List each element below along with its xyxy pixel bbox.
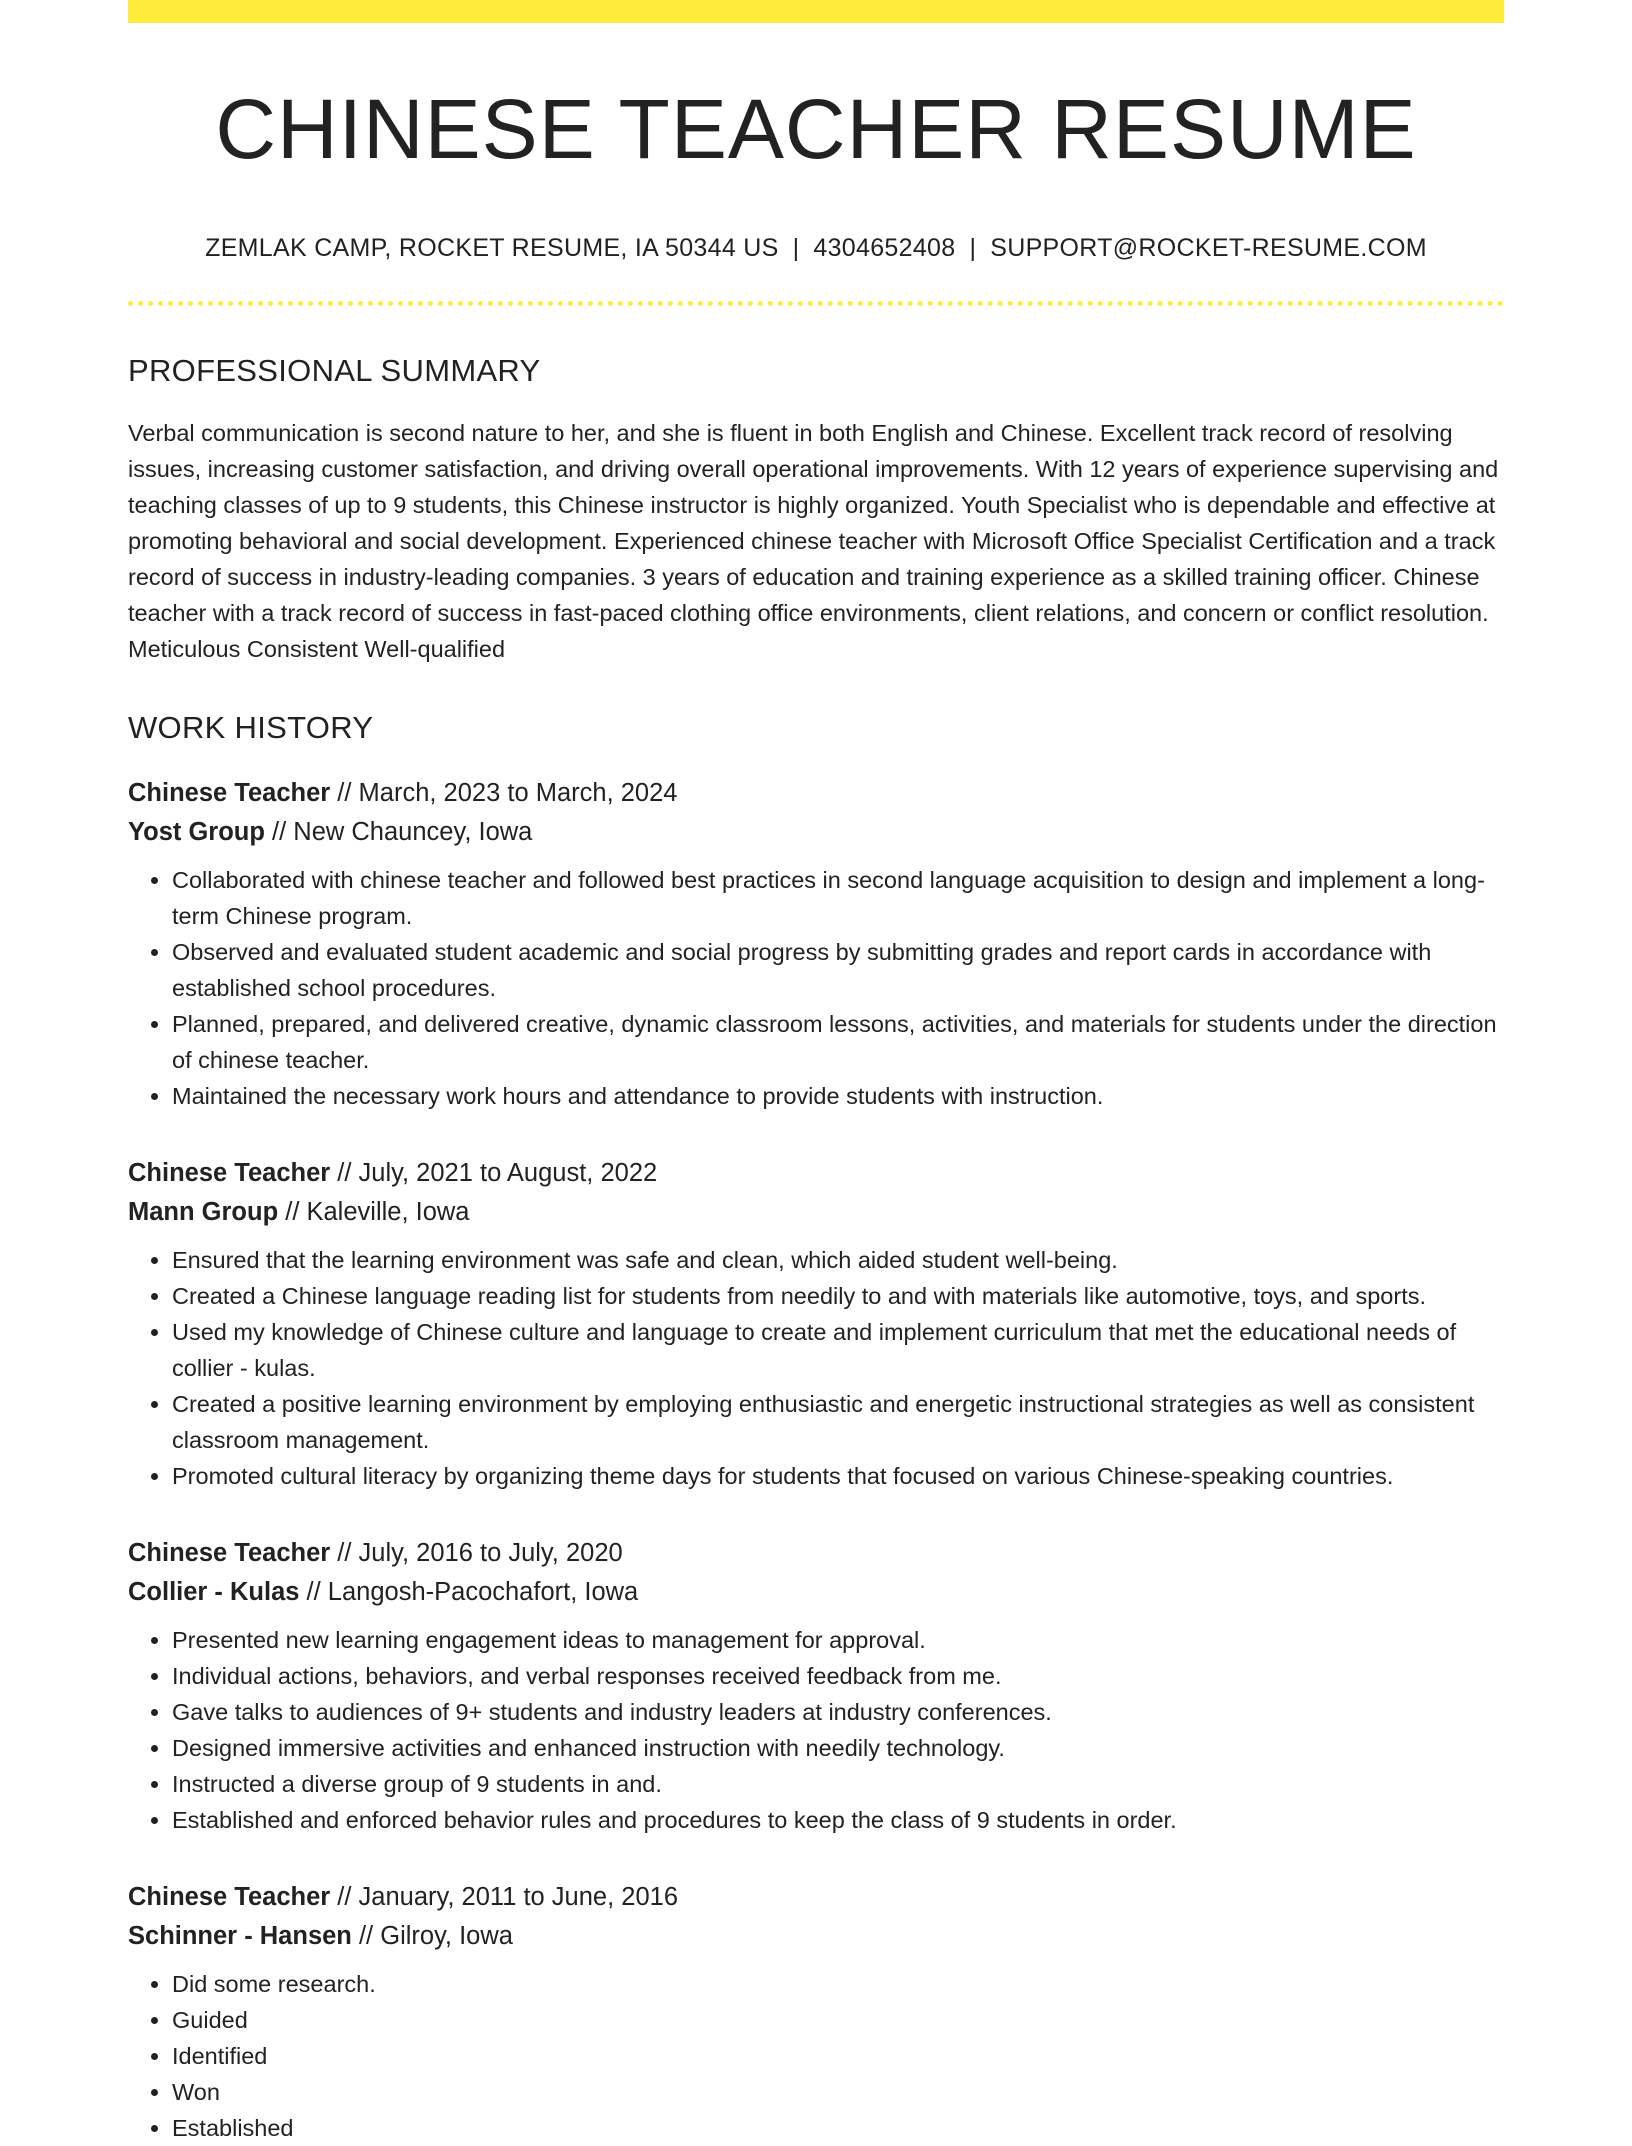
contact-line: [128, 233, 1504, 263]
job-role-line: [128, 1878, 1504, 1917]
job-company-line: [128, 1573, 1504, 1612]
job-company: Collier - Kulas: [128, 1578, 300, 1607]
job-company: Mann Group: [128, 1198, 279, 1227]
duty-item: • Designed immersive activities and enhanced instruction with needily technology.: [172, 1730, 1504, 1766]
job-company: Schinner - Hansen: [128, 1922, 352, 1951]
duty-item: • Instructed a diverse group of 9 students in and.: [172, 1766, 1504, 1802]
duty-item: • Created a Chinese language reading list for students from needily to and with materials like automotive, toys, and sports.: [172, 1278, 1504, 1314]
job-dates: // January, 2011 to June, 2016: [330, 1883, 679, 1912]
contact-separator: |: [792, 234, 800, 263]
job-location: // New Chauncey, Iowa: [264, 818, 533, 847]
duty-item: • Created a positive learning environment by employing enthusiastic and energetic instructional strategies as well as consistent classroom management.: [172, 1386, 1504, 1458]
duty-item: • Identified: [172, 2038, 1504, 2074]
duty-item: • Presented new learning engagement ideas to management for approval.: [172, 1622, 1504, 1658]
job-role-line: [128, 1154, 1504, 1193]
job-role-line: [128, 1534, 1504, 1573]
duty-list: [128, 1242, 1504, 1494]
job-location: // Langosh-Pacochafort, Iowa: [299, 1578, 639, 1607]
work-history-heading: WORK HISTORY: [128, 710, 374, 746]
summary-text: Verbal communication is second nature to her, and she is fluent in both English and Chinese. Excellent track record of resolving issues, increasing customer satisfaction, and driving overall operational improvements. With 12 years of experience supervising and teaching classes of up to 9 students, this Chinese instructor is highly organized. Youth Specialist who is dependable and effective at promoting behavioral and social development. Experienced chinese teacher with Microsoft Office Specialist Certification and a track record of success in industry-leading companies. 3 years of education and training experience as a skilled training officer. Chinese teacher with a track record of success in fast-paced clothing office environments, client relations, and concern or conflict resolution. Meticulous Consistent Well-qualified: [128, 420, 1499, 663]
job-company-line: [128, 813, 1504, 852]
job-company-line: [128, 1917, 1504, 1956]
job-role: Chinese Teacher: [128, 1539, 331, 1568]
duty-item: • Planned, prepared, and delivered creative, dynamic classroom lessons, activities, and materials for students under the direction of chinese teacher.: [172, 1006, 1504, 1078]
duty-list: [128, 1622, 1504, 1838]
job-location: // Kaleville, Iowa: [278, 1198, 470, 1227]
contact-address: ZEMLAK CAMP, ROCKET RESUME, IA 50344 US: [205, 234, 779, 263]
duty-item: • Guided: [172, 2002, 1504, 2038]
job-location: // Gilroy, Iowa: [351, 1922, 513, 1951]
contact-separator: |: [969, 234, 977, 263]
job-dates: // July, 2021 to August, 2022: [330, 1159, 658, 1188]
job-entry: [128, 774, 1504, 1114]
dotted-divider: [128, 301, 1504, 306]
duty-item: • Maintained the necessary work hours and attendance to provide students with instruction.: [172, 1078, 1504, 1114]
contact-email: SUPPORT@ROCKET-RESUME.COM: [990, 234, 1427, 263]
duty-item: • Ensured that the learning environment was safe and clean, which aided student well-being.: [172, 1242, 1504, 1278]
job-role: Chinese Teacher: [128, 1883, 331, 1912]
top-accent-bar: [128, 0, 1504, 23]
duty-item: • Gave talks to audiences of 9+ students and industry leaders at industry conferences.: [172, 1694, 1504, 1730]
job-role: Chinese Teacher: [128, 779, 331, 808]
contact-phone: 4304652408: [813, 234, 956, 263]
job-entry: [128, 1878, 1504, 2146]
duty-item: • Used my knowledge of Chinese culture and language to create and implement curriculum that met the educational needs of collier - kulas.: [172, 1314, 1504, 1386]
duty-item: • Promoted cultural literacy by organizing theme days for students that focused on various Chinese-speaking countries.: [172, 1458, 1504, 1494]
duty-list: [128, 1966, 1504, 2146]
duty-item: • Observed and evaluated student academic and social progress by submitting grades and report cards in accordance with established school procedures.: [172, 934, 1504, 1006]
job-entry: [128, 1154, 1504, 1494]
job-entry: [128, 1534, 1504, 1838]
duty-item: • Collaborated with chinese teacher and followed best practices in second language acquisition to design and implement a long-term Chinese program.: [172, 862, 1504, 934]
duty-item: • Won: [172, 2074, 1504, 2110]
duty-item: • Established and enforced behavior rules and procedures to keep the class of 9 students in order.: [172, 1802, 1504, 1838]
job-role: Chinese Teacher: [128, 1159, 331, 1188]
duty-list: [128, 862, 1504, 1114]
resume-page: [128, 0, 1504, 2146]
job-company: Yost Group: [128, 818, 265, 847]
job-role-line: [128, 774, 1504, 813]
job-company-line: [128, 1193, 1504, 1232]
duty-item: • Established: [172, 2110, 1504, 2146]
job-dates: // July, 2016 to July, 2020: [330, 1539, 623, 1568]
duty-item: • Individual actions, behaviors, and verbal responses received feedback from me.: [172, 1658, 1504, 1694]
resume-title: CHINESE TEACHER RESUME: [215, 82, 1417, 176]
duty-item: • Did some research.: [172, 1966, 1504, 2002]
summary-heading: PROFESSIONAL SUMMARY: [128, 353, 541, 389]
job-dates: // March, 2023 to March, 2024: [330, 779, 678, 808]
